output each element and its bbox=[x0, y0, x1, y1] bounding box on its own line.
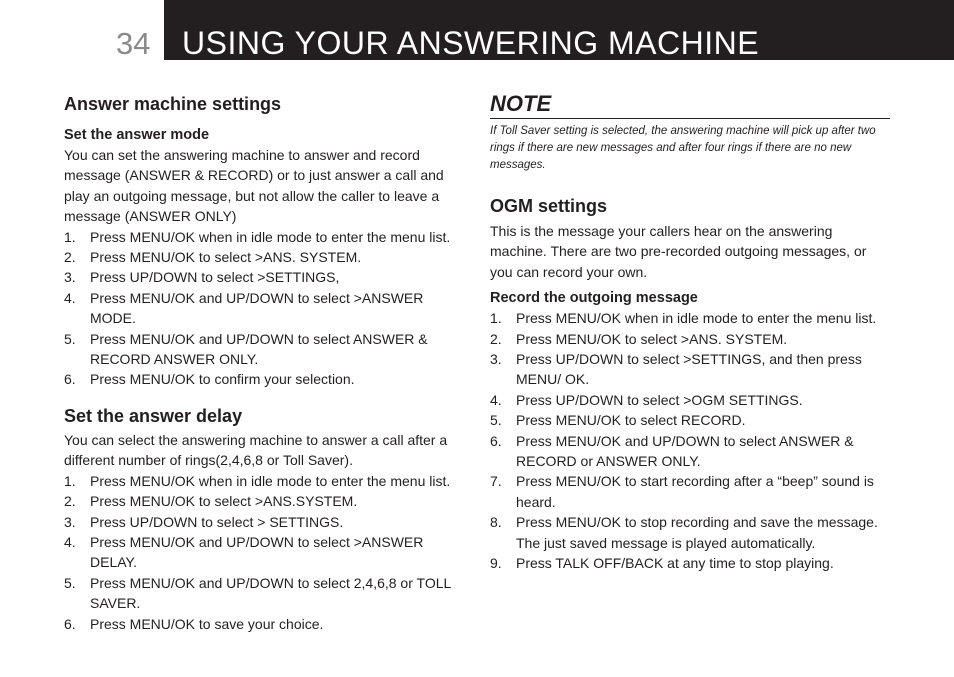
list-item bbox=[64, 329, 464, 370]
step-text: Press UP/DOWN to select >SETTINGS, bbox=[90, 269, 340, 286]
answer-mode-intro: You can set the answering machine to answer and record message (ANSWER & RECORD) or to just answer a call and play an outgoing message, but not allow the caller to leave a message (ANSWER ONLY) bbox=[64, 147, 444, 225]
list-item bbox=[64, 471, 464, 491]
step-number: 6. bbox=[64, 371, 76, 388]
step-number: 6. bbox=[64, 615, 76, 632]
list-item bbox=[64, 512, 464, 532]
list-item bbox=[64, 247, 464, 267]
list-item bbox=[64, 614, 464, 634]
step-text: Press MENU/OK to select >ANS. SYSTEM. bbox=[90, 249, 362, 266]
step-text: Press MENU/OK and UP/DOWN to select ANSWER & RECORD or ANSWER ONLY. bbox=[516, 432, 854, 470]
note-title: NOTE bbox=[490, 91, 552, 116]
step-text: Press MENU/OK to stop recording and save the message. The just saved message is played automatically. bbox=[516, 514, 878, 551]
step-number: 3. bbox=[490, 351, 502, 368]
step-text: Press MENU/OK to confirm your selection. bbox=[90, 371, 355, 388]
right-column bbox=[490, 90, 890, 574]
step-text: Press TALK OFF/BACK at any time to stop playing. bbox=[516, 555, 834, 572]
step-text: Press MENU/OK and UP/DOWN to select ANSWER & RECORD ANSWER ONLY. bbox=[90, 330, 428, 368]
step-text: Press UP/DOWN to select >SETTINGS, and then press MENU/ OK. bbox=[516, 351, 862, 388]
step-number: 4. bbox=[64, 289, 76, 306]
left-column bbox=[64, 92, 464, 634]
answer-delay-steps bbox=[64, 471, 464, 634]
step-number: 1. bbox=[490, 310, 502, 327]
step-text: Press MENU/OK when in idle mode to enter the menu list. bbox=[90, 472, 451, 489]
subheading-record-outgoing-message: Record the outgoing message bbox=[490, 290, 698, 307]
answer-delay-intro: You can select the answering machine to answer a call after a different number of rings(2,4,6,8 or Toll Saver). bbox=[64, 431, 448, 469]
list-item bbox=[64, 491, 464, 511]
list-item bbox=[64, 369, 464, 389]
step-number: 1. bbox=[64, 472, 76, 489]
step-text: Press MENU/OK to select >ANS.SYSTEM. bbox=[90, 493, 358, 510]
step-number: 5. bbox=[490, 412, 502, 429]
step-number: 3. bbox=[64, 269, 76, 286]
step-text: Press UP/DOWN to select > SETTINGS. bbox=[90, 513, 344, 530]
list-item bbox=[490, 410, 890, 430]
step-text: Press MENU/OK to select >ANS. SYSTEM. bbox=[516, 330, 788, 347]
record-ogm-steps bbox=[490, 308, 890, 573]
step-text: Press MENU/OK to select RECORD. bbox=[516, 412, 746, 429]
list-item bbox=[490, 553, 890, 573]
list-item bbox=[64, 227, 464, 247]
note-text: If Toll Saver setting is selected, the answering machine will pick up after two rings if there are new messages and after four rings if there are no new messages. bbox=[490, 125, 876, 171]
step-number: 2. bbox=[64, 493, 76, 510]
step-number: 1. bbox=[64, 228, 76, 245]
list-item bbox=[64, 532, 464, 573]
step-number: 8. bbox=[490, 514, 502, 531]
step-number: 6. bbox=[490, 432, 502, 449]
step-text: Press MENU/OK when in idle mode to enter the menu list. bbox=[516, 310, 877, 327]
step-number: 2. bbox=[64, 249, 76, 266]
step-number: 4. bbox=[490, 391, 502, 408]
list-item bbox=[64, 267, 464, 287]
list-item bbox=[490, 349, 890, 390]
step-text: Press MENU/OK and UP/DOWN to select 2,4,6,8 or TOLL SAVER. bbox=[90, 574, 451, 612]
step-number: 9. bbox=[490, 555, 502, 572]
title-bar bbox=[164, 0, 954, 60]
section-title-answer-machine-settings: Answer machine settings bbox=[64, 94, 282, 114]
step-number: 5. bbox=[64, 330, 76, 347]
step-number: 2. bbox=[490, 330, 502, 347]
step-number: 5. bbox=[64, 574, 76, 591]
section-title-ogm-settings: OGM settings bbox=[490, 196, 608, 216]
step-text: Press MENU/OK when in idle mode to enter the menu list. bbox=[90, 228, 451, 245]
step-text: Press MENU/OK to save your choice. bbox=[90, 615, 324, 632]
step-text: Press UP/DOWN to select >OGM SETTINGS. bbox=[516, 391, 803, 408]
step-number: 7. bbox=[490, 473, 502, 490]
ogm-intro: This is the message your callers hear on the answering machine. There are two pre-recorded outgoing messages, or you can record your own. bbox=[490, 223, 867, 280]
step-number: 4. bbox=[64, 533, 76, 550]
step-number: 3. bbox=[64, 513, 76, 530]
list-item bbox=[64, 288, 464, 329]
list-item bbox=[490, 308, 890, 328]
subheading-set-answer-mode: Set the answer mode bbox=[64, 127, 210, 143]
page-number: 34 bbox=[116, 26, 151, 61]
list-item bbox=[490, 431, 890, 472]
page-title: USING YOUR ANSWERING MACHINE bbox=[182, 25, 760, 61]
note-divider bbox=[490, 118, 890, 119]
step-text: Press MENU/OK and UP/DOWN to select >ANSWER MODE. bbox=[90, 289, 424, 327]
answer-mode-steps bbox=[64, 227, 464, 390]
list-item bbox=[490, 390, 890, 410]
step-text: Press MENU/OK to start recording after a “beep” sound is heard. bbox=[516, 473, 874, 510]
step-text: Press MENU/OK and UP/DOWN to select >ANSWER DELAY. bbox=[90, 533, 424, 571]
list-item bbox=[64, 573, 464, 614]
list-item bbox=[490, 512, 890, 553]
section-title-set-answer-delay: Set the answer delay bbox=[64, 405, 243, 426]
list-item bbox=[490, 329, 890, 349]
list-item bbox=[490, 471, 890, 512]
